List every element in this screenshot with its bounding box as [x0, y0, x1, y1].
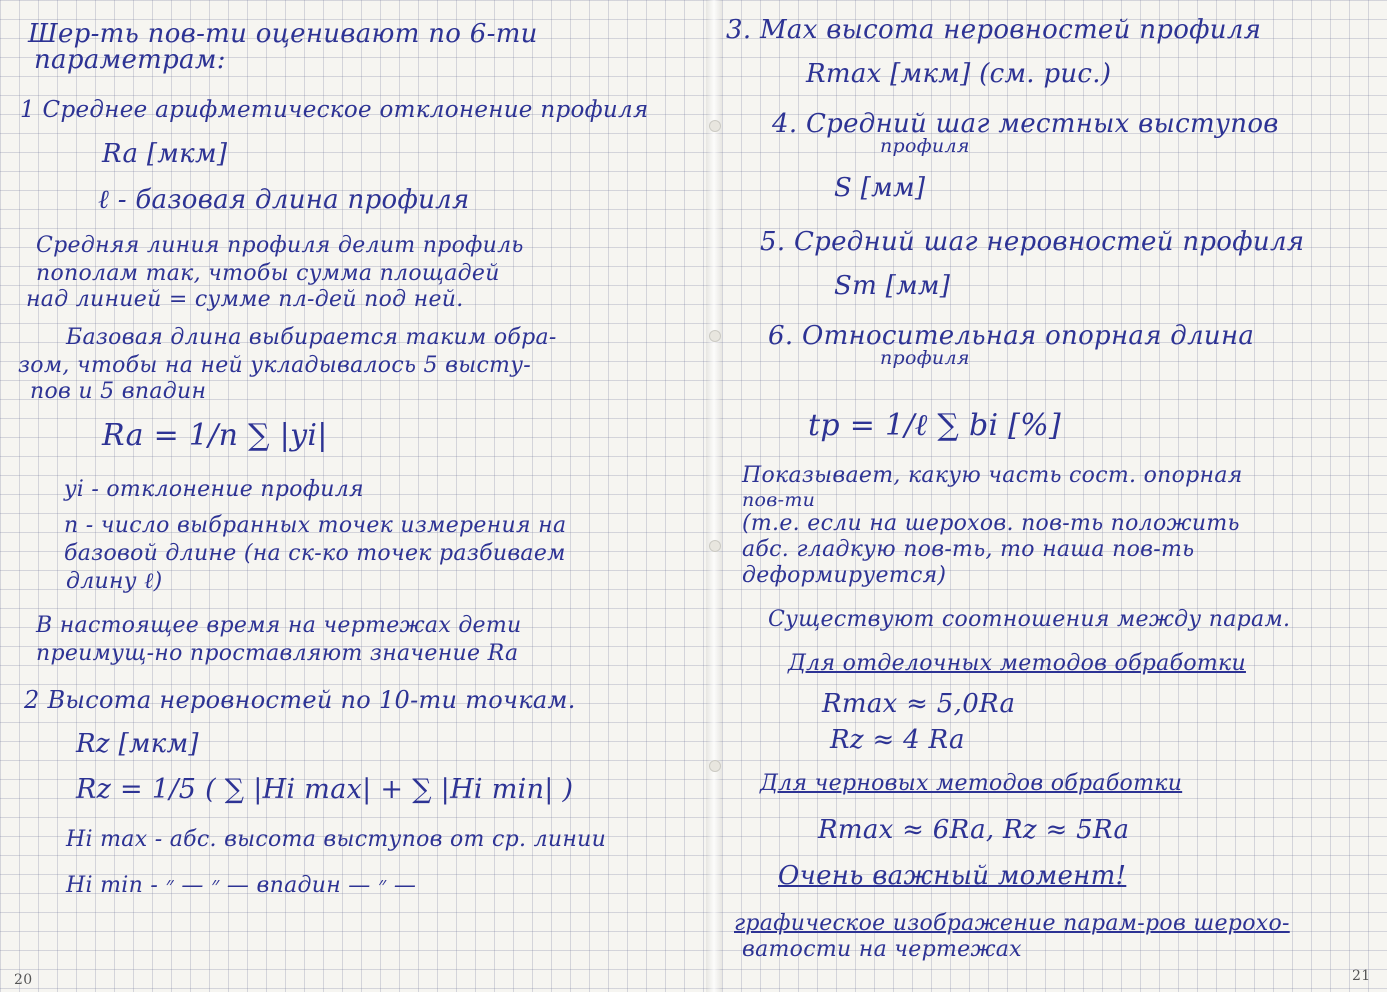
binding-hole	[709, 540, 721, 552]
param-1-length-1: Базовая длина выбирается таким обра-	[66, 325, 557, 350]
param-1-n-3: длину ℓ)	[66, 569, 163, 594]
param-2-formula: Rz = 1/5 ( ∑ |Hi max| + ∑ |Hi min| )	[76, 774, 574, 805]
param-1-formula: Ra = 1/n ∑ |yi|	[102, 418, 328, 453]
param-1-now-1: В настоящее время на чертежах дети	[36, 613, 522, 638]
intro-line-1: Шер-ть пов-ти оценивают по 6-ти	[28, 19, 538, 49]
param-1-symbol: Ra [мкм]	[102, 139, 228, 169]
page-number-left: 20	[14, 972, 33, 988]
param-1-n-2: базовой длине (на ск-ко точек разбиваем	[64, 541, 566, 566]
param-3-title: 3. Max высота неровностей профиля	[726, 15, 1262, 45]
param-6-title-1: 6. Относительная опорная длина	[768, 321, 1255, 351]
important-note: Очень важный момент!	[778, 861, 1127, 891]
param-1-midline-3: над линией = сумме пл-дей под ней.	[26, 287, 464, 312]
param-6-desc-4: абс. гладкую пов-ть, то наша пов-ть	[742, 537, 1195, 562]
right-page	[722, 0, 1387, 992]
param-1-midline-2: пополам так, чтобы сумма площадей	[36, 261, 500, 286]
graphic-notation-2: ватости на чертежах	[742, 937, 1022, 962]
param-6-desc-1: Показывает, какую часть сост. опорная	[742, 463, 1243, 488]
param-6-title-2: профиля	[880, 347, 970, 369]
finishing-formula-rmax: Rmax ≈ 5,0Ra	[822, 689, 1016, 719]
intro-line-2: параметрам:	[34, 45, 226, 75]
param-1-length-3: пов и 5 впадин	[30, 379, 207, 404]
param-4-title-1: 4. Средний шаг местных выступов	[772, 109, 1279, 139]
param-2-himin: Hi min - ״ — ״ — впадин — ״ —	[66, 873, 417, 898]
param-4-title-2: профиля	[880, 135, 970, 157]
param-1-base-length: ℓ - базовая длина профиля	[98, 185, 470, 215]
param-1-title: 1 Среднее арифметическое отклонение профиля	[20, 97, 649, 123]
param-3-symbol: Rmax [мкм] (см. рис.)	[806, 59, 1112, 89]
param-2-symbol: Rz [мкм]	[76, 729, 199, 759]
param-1-n-1: n - число выбранных точек измерения на	[64, 513, 567, 538]
graphic-notation-1: графическое изображение парам-ров шерохо-	[734, 911, 1290, 936]
param-1-now-2: преимущ-но проставляют значение Ra	[36, 641, 519, 666]
param-1-yi: yi - отклонение профиля	[64, 477, 364, 502]
finishing-methods-title: Для отделочных методов обработки	[788, 651, 1246, 676]
param-2-himax: Hi max - абс. высота выступов от ср. линии	[66, 827, 607, 852]
relations-title: Существуют соотношения между парам.	[768, 607, 1291, 632]
page-number-right: 21	[1352, 968, 1371, 984]
binding-hole	[709, 120, 721, 132]
binding-hole	[709, 760, 721, 772]
param-6-formula: tp = 1/ℓ ∑ bi [%]	[808, 408, 1061, 443]
param-5-title: 5. Средний шаг неровностей профиля	[760, 227, 1305, 257]
finishing-formula-rz: Rz ≈ 4 Ra	[830, 725, 965, 755]
param-6-desc-5: деформируется)	[742, 563, 947, 588]
param-4-symbol: S [мм]	[834, 173, 926, 203]
param-2-title: 2 Высота неровностей по 10-ти точкам.	[24, 686, 576, 714]
param-5-symbol: Sm [мм]	[834, 271, 951, 301]
binding-holes	[706, 0, 722, 992]
param-6-desc-2: пов-ти	[742, 489, 816, 511]
binding-hole	[709, 330, 721, 342]
param-1-midline-1: Средняя линия профиля делит профиль	[36, 233, 524, 258]
rough-formula: Rmax ≈ 6Ra, Rz ≈ 5Ra	[818, 815, 1130, 845]
rough-methods-title: Для черновых методов обработки	[760, 771, 1183, 796]
param-6-desc-3: (т.е. если на шерохов. пов-ть положить	[742, 511, 1240, 536]
param-1-length-2: зом, чтобы на ней укладывалось 5 высту-	[18, 353, 532, 378]
